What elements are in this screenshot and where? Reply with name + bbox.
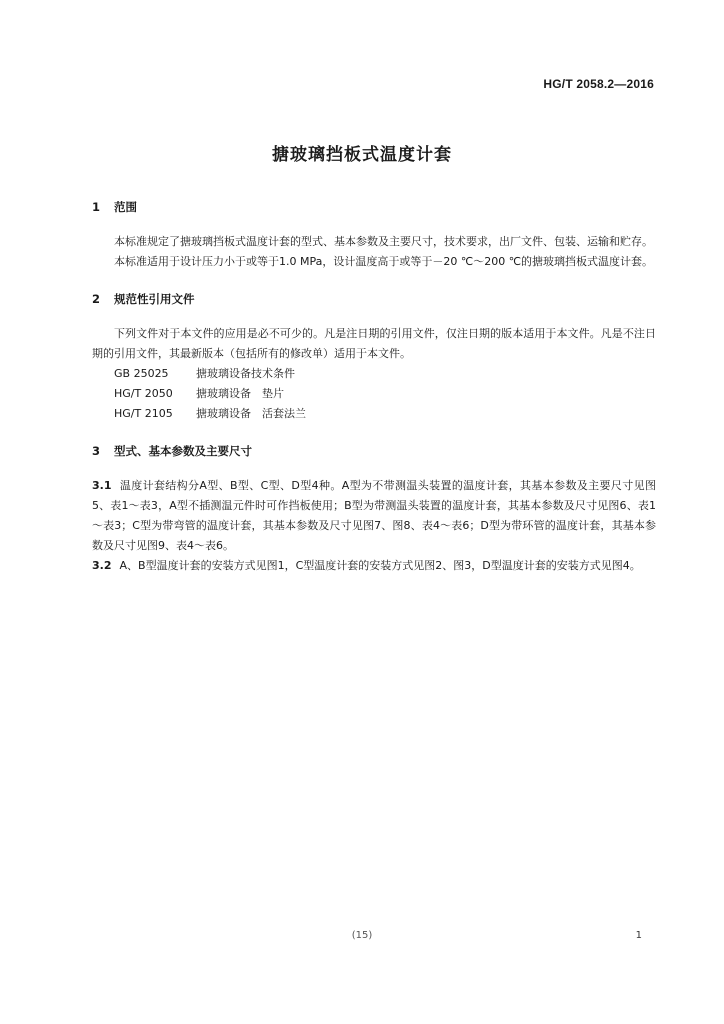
paragraph: 下列文件对于本文件的应用是必不可少的。凡是注日期的引用文件，仅注日期的版本适用于本文件。凡是不注日期的引用文件，其最新版本（包括所有的修改单）适用于本文件。 (92, 327, 656, 360)
section-title: 范围 (114, 200, 137, 214)
reference-title: 搪玻璃设备 活套法兰 (196, 407, 306, 420)
reference-code: HG/T 2050 (114, 387, 173, 400)
section-title: 规范性引用文件 (114, 292, 195, 306)
section-number: 1 (92, 200, 101, 214)
subsection-number: 3.2 (92, 559, 112, 572)
document-title: 搪玻璃挡板式温度计套 (272, 145, 452, 165)
footer-sequence: (15) (351, 930, 373, 941)
subsection-3-2 (92, 556, 656, 576)
section-number: 3 (92, 444, 101, 458)
reference-item (92, 364, 656, 384)
reference-title: 搪玻璃设备技术条件 (196, 367, 295, 380)
subsection-3-1 (92, 476, 656, 556)
paragraph: 本标准适用于设计压力小于或等于1.0 MPa，设计温度高于或等于－20 ℃～200 ℃的搪玻璃挡板式温度计套。 (114, 255, 654, 268)
reference-item (92, 404, 656, 424)
standard-number: HG/T 2058.2—2016 (543, 77, 654, 91)
section-heading-1 (92, 198, 656, 216)
section-title: 型式、基本参数及主要尺寸 (114, 444, 252, 458)
section-number: 2 (92, 292, 101, 306)
subsection-text: 温度计套结构分A型、B型、C型、D型4种。A型为不带测温头装置的温度计套，其基本参数及主要尺寸见图5、表1～表3，A型不插测温元件时可作挡板使用；B型为带测温头装置的温度计套，其基本参数及尺寸见图6、表1～表3；C型为带弯管的温度计套，其基本参数及尺寸见图7、图8、表4～表6；D型为带环管的温度计套，其基本参数及尺寸见图9、表4～表6。 (92, 479, 656, 552)
reference-code: HG/T 2105 (114, 407, 173, 420)
section-heading-3 (92, 442, 656, 460)
subsection-number: 3.1 (92, 479, 112, 492)
subsection-text: A、B型温度计套的安装方式见图1，C型温度计套的安装方式见图2、图3，D型温度计套的安装方式见图4。 (119, 559, 641, 572)
page-number: 1 (635, 930, 642, 941)
reference-title: 搪玻璃设备 垫片 (196, 387, 284, 400)
reference-item (92, 384, 656, 404)
paragraph: 本标准规定了搪玻璃挡板式温度计套的型式、基本参数及主要尺寸，技术要求，出厂文件、包装、运输和贮存。 (114, 235, 653, 248)
reference-code: GB 25025 (114, 367, 169, 380)
section-heading-2 (92, 290, 656, 308)
document-body (92, 198, 656, 576)
